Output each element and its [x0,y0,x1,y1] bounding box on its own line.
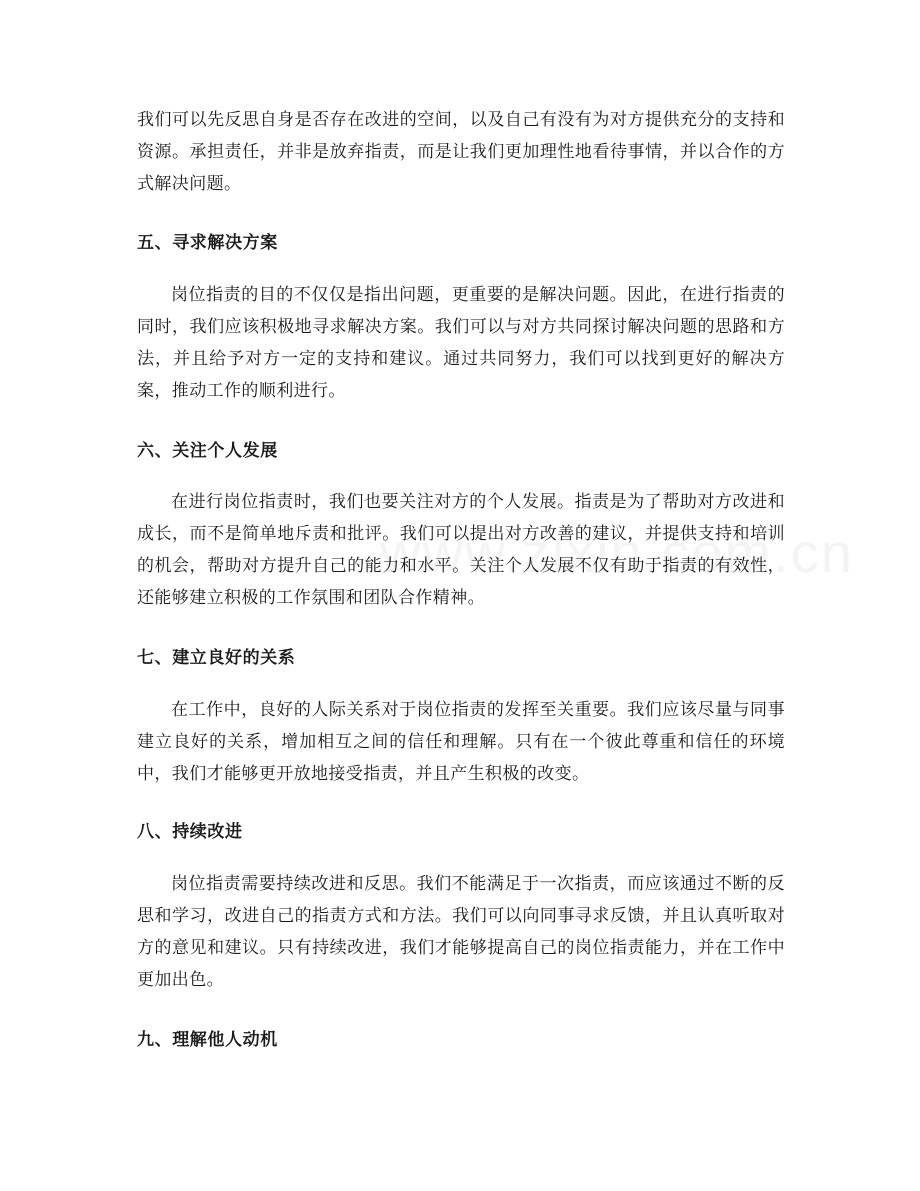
heading-section-8: 八、持续改进 [137,822,243,842]
heading-section-5: 五、寻求解决方案 [137,233,278,253]
paragraph-section-8: 岗位指责需要持续改进和反思。我们不能满足于一次指责，而应该通过不断的反思和学习，改进自己的指责方式和方法。我们可以向同事寻求反馈，并且认真听取对方的意见和建议。只有持续改进，我们才能够提高自己的岗位指责能力，并在工作中更加出色。 [137,874,785,990]
heading-section-7: 七、建立良好的关系 [137,648,296,668]
paragraph-section-7: 在工作中，良好的人际关系对于岗位指责的发挥至关重要。我们应该尽量与同事建立良好的关系，增加相互之间的信任和理解。只有在一个彼此尊重和信任的环境中，我们才能够更开放地接受指责，并且产生积极的改变。 [137,700,785,784]
paragraph-section-5: 岗位指责的目的不仅仅是指出问题，更重要的是解决问题。因此，在进行指责的同时，我们应该积极地寻求解决方案。我们可以与对方共同探讨解决问题的思路和方法，并且给予对方一定的支持和建议。通过共同努力，我们可以找到更好的解决方案，推动工作的顺利进行。 [137,285,785,401]
heading-section-9: 九、理解他人动机 [137,1030,278,1050]
heading-section-6: 六、关注个人发展 [137,441,278,461]
paragraph-intro: 我们可以先反思自身是否存在改进的空间，以及自己有没有为对方提供充分的支持和资源。承担责任，并非是放弃指责，而是让我们更加理性地看待事情，并以合作的方式解决问题。 [137,110,785,194]
paragraph-section-6: 在进行岗位指责时，我们也要关注对方的个人发展。指责是为了帮助对方改进和成长，而不是简单地斥责和批评。我们可以提出对方改善的建议，并提供支持和培训的机会，帮助对方提升自己的能力和水平。关注个人发展不仅有助于指责的有效性，还能够建立积极的工作氛围和团队合作精神。 [137,492,785,608]
